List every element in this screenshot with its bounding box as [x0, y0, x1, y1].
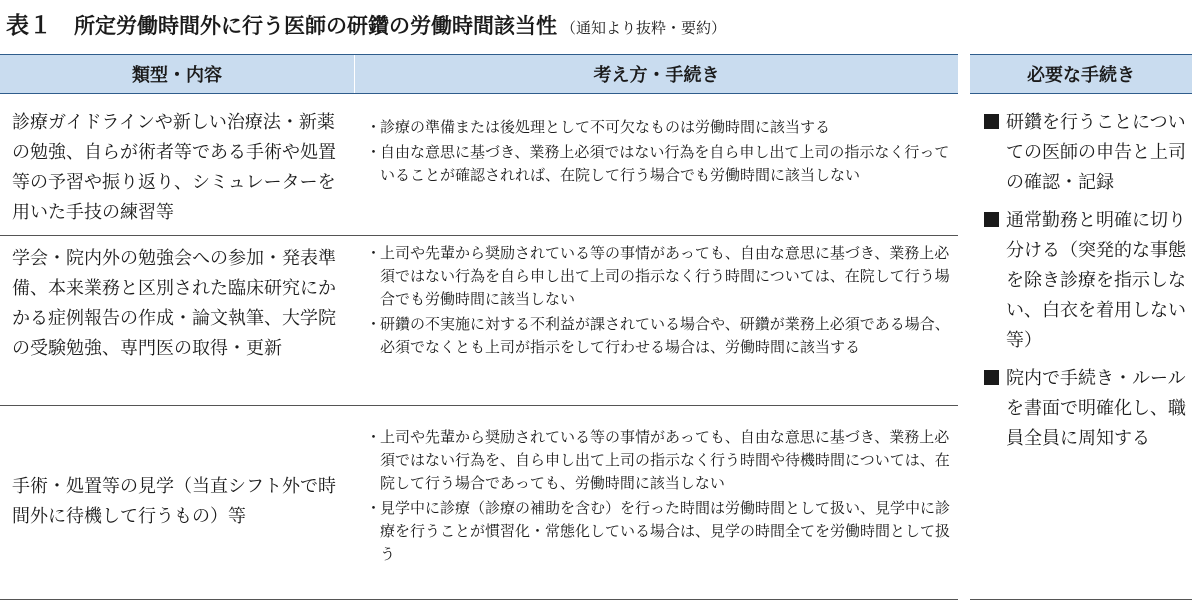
header-type: 類型・内容 — [132, 65, 222, 86]
table-title-note: （通知より抜粋・要約） — [561, 19, 727, 37]
table-row — [0, 236, 958, 406]
header-procedures: 必要な手続き — [970, 54, 1192, 94]
procedures-column — [970, 96, 1192, 600]
row-type: 手術・処置等の見学（当直シフト外で時間外に待機して行うもの）等 — [12, 476, 336, 527]
procedure-text: 院内で手続き・ルールを書面で明確化し、職員全員に周知する — [1006, 368, 1186, 449]
procedures-list — [984, 108, 1190, 462]
row-bullets — [366, 426, 952, 568]
procedure-item — [984, 364, 1190, 454]
bullet-item: ・ 上司や先輩から奨励されている等の事情があっても、自由な意思に基づき、業務上必須ではない行為を、自ら申し出て上司の指示なく行う時間や待機時間については、在院して行う場合であっても、労働時間に該当しない — [366, 426, 952, 495]
bullet-item: ・ 見学中に診療（診療の補助を含む）を行った時間は労働時間として扱い、見学中に診療を行うことが慣習化・常態化している場合は、見学の時間全てを労働時間として扱う — [366, 497, 952, 566]
header-thought: 考え方・手続き — [593, 65, 720, 86]
table-title-text: 所定労働時間外に行う医師の研鑽の労働時間該当性 — [74, 14, 557, 38]
table-title — [6, 7, 726, 43]
procedure-item — [984, 108, 1190, 198]
square-bullet-icon — [984, 212, 999, 227]
row-bullets — [366, 242, 952, 361]
bullet-item: ・ 研鑽の不実施に対する不利益が課されている場合や、研鑽が業務上必須である場合、必須でなくとも上司が指示をして行わせる場合は、労働時間に該当する — [366, 313, 952, 359]
row-type: 診療ガイドラインや新しい治療法・新薬の勉強、自らが術者等である手術や処置等の予習や振り返り、シミュレーターを用いた手技の練習等 — [12, 112, 336, 223]
row-bullets — [366, 116, 952, 189]
row-type: 学会・院内外の勉強会への参加・発表準備、本来業務と区別された臨床研究にかかる症例報告の作成・論文執筆、大学院の受験勉強、専門医の取得・更新 — [12, 248, 336, 359]
table-row — [0, 406, 958, 600]
procedure-text: 通常勤務と明確に切り分ける（突発的な事態を除き診療を指示しない、白衣を着用しない等） — [1006, 210, 1186, 351]
square-bullet-icon — [984, 370, 999, 385]
bullet-item: ・ 上司や先輩から奨励されている等の事情があっても、自由な意思に基づき、業務上必須ではない行為を自ら申し出て上司の指示なく行う時間については、在院して行う場合でも労働時間に該当しない — [366, 242, 952, 311]
procedure-item — [984, 206, 1190, 356]
table-header — [0, 54, 958, 94]
table-number: 表１ — [6, 13, 52, 39]
square-bullet-icon — [984, 114, 999, 129]
procedure-text: 研鑽を行うことについての医師の申告と上司の確認・記録 — [1006, 112, 1186, 193]
bullet-item: ・ 診療の準備または後処理として不可欠なものは労働時間に該当する — [366, 116, 952, 139]
bullet-item: ・ 自由な意思に基づき、業務上必須ではない行為を自ら申し出て上司の指示なく行っていることが確認されれば、在院して行う場合でも労働時間に該当しない — [366, 141, 952, 187]
table-row — [0, 96, 958, 236]
